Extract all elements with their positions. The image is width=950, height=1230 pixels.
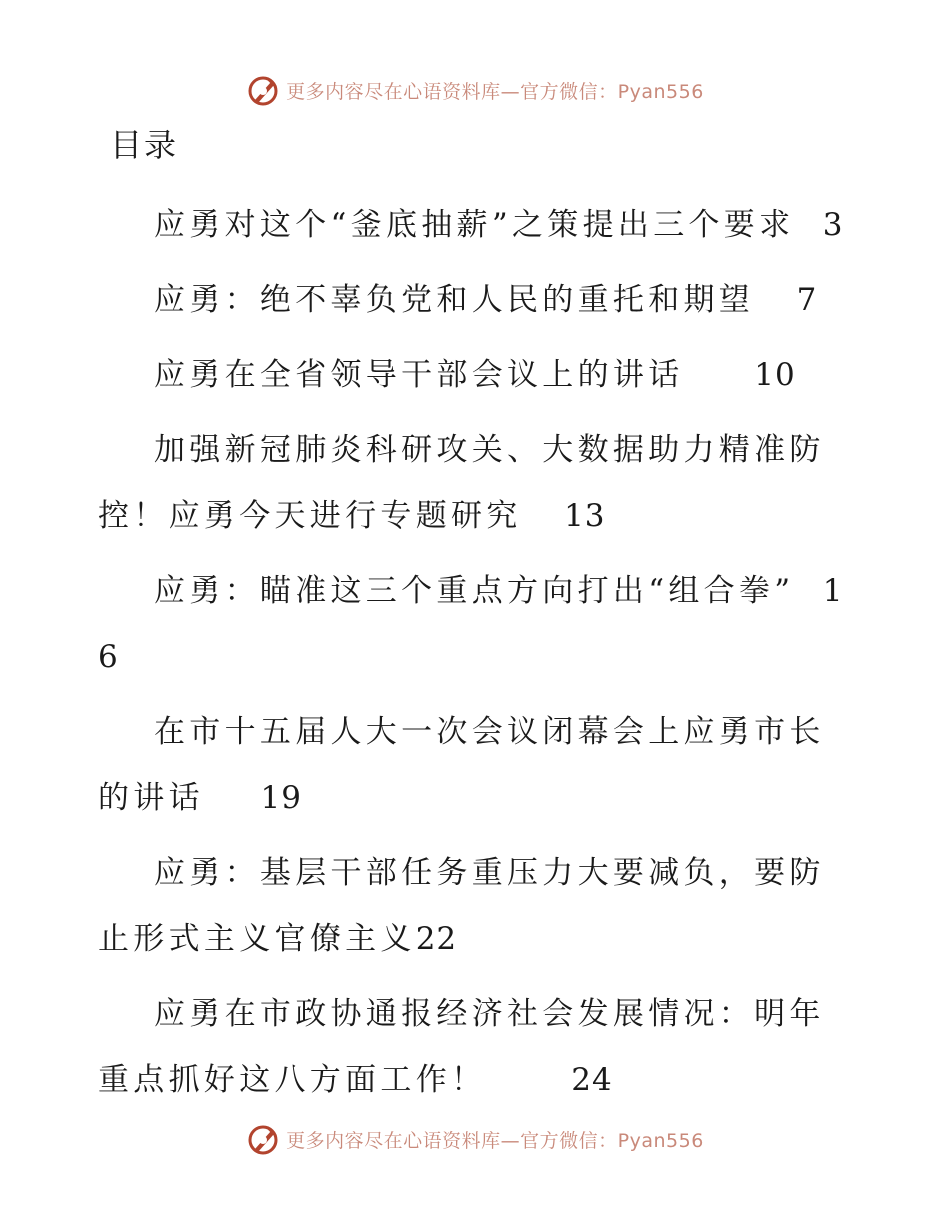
table-of-contents	[98, 192, 858, 1122]
toc-entry[interactable]	[98, 840, 858, 972]
toc-entry[interactable]	[98, 342, 858, 408]
toc-entry-gap	[794, 573, 822, 609]
toc-entry-title: 应勇对这个“釜底抽薪”之策提出三个要求	[154, 207, 795, 243]
toc-entry-title: 在市十五届人大一次会议闭幕会上应勇市长的讲话	[98, 714, 825, 816]
toc-entry-gap	[522, 498, 564, 534]
toc-entry-title: 应勇：瞄准这三个重点方向打出“组合拳”	[154, 573, 795, 609]
toc-entry-page-number: 10	[754, 357, 796, 393]
toc-entry-gap	[794, 207, 822, 243]
toc-heading: 目录	[110, 126, 179, 164]
watermark-header	[0, 68, 950, 112]
toc-entry[interactable]	[98, 267, 858, 333]
toc-entry[interactable]	[98, 417, 858, 549]
toc-entry-title: 应勇：绝不辜负党和人民的重托和期望	[154, 282, 755, 318]
toc-entry[interactable]	[98, 699, 858, 831]
watermark-footer	[0, 1117, 950, 1161]
toc-entry-title: 应勇：基层干部任务重压力大要减负，要防止形式主义官僚主义	[98, 855, 825, 957]
pen-logo-icon	[246, 1122, 280, 1156]
toc-entry-gap	[204, 780, 261, 816]
toc-entry[interactable]	[98, 981, 858, 1113]
toc-entry-page-number: 7	[796, 282, 818, 318]
toc-entry-gap	[754, 282, 796, 318]
watermark-text: 更多内容尽在心语资料库—官方微信：Pyan556	[286, 80, 704, 103]
toc-entry-page-number: 19	[260, 780, 302, 816]
toc-entry-page-number: 13	[564, 498, 606, 534]
toc-entry-page-number: 16	[98, 573, 844, 675]
toc-entry[interactable]	[98, 192, 858, 258]
toc-entry-page-number: 22	[415, 921, 458, 957]
watermark-text: 更多内容尽在心语资料库—官方微信：Pyan556	[286, 1129, 704, 1152]
toc-entry-page-number: 24	[571, 1062, 613, 1098]
toc-entry-page-number: 3	[822, 207, 844, 243]
toc-entry[interactable]	[98, 558, 858, 690]
pen-logo-icon	[246, 73, 280, 107]
toc-entry-title: 应勇在市政协通报经济社会发展情况：明年重点抓好这八方面工作！	[98, 996, 825, 1098]
toc-entry-title: 应勇在全省领导干部会议上的讲话	[154, 357, 684, 393]
toc-entry-title: 加强新冠肺炎科研攻关、大数据助力精准防控！应勇今天进行专题研究	[98, 432, 825, 534]
toc-entry-gap	[684, 357, 755, 393]
toc-entry-gap	[486, 1062, 571, 1098]
